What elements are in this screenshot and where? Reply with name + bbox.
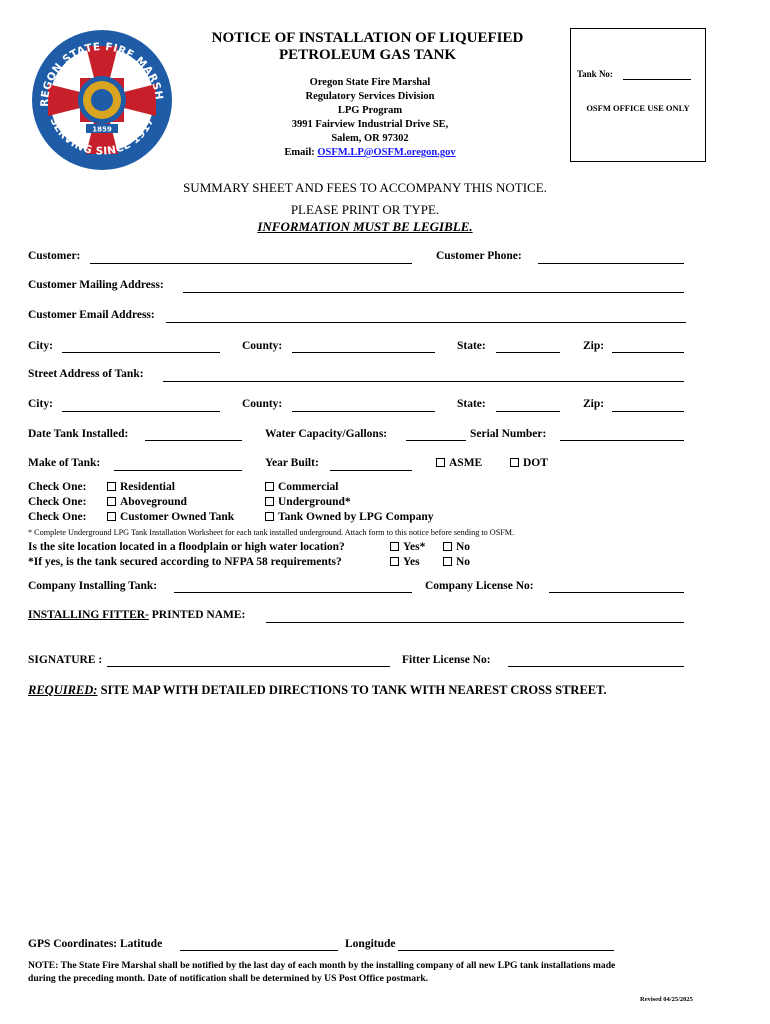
fitter-name-label <box>28 609 245 621</box>
customer-field[interactable] <box>90 263 412 264</box>
check-one-label: Check One: <box>28 511 87 523</box>
residential-checkbox[interactable] <box>107 481 175 493</box>
email-label: Email: <box>284 147 315 158</box>
checkbox-icon <box>265 482 274 491</box>
checkbox-icon <box>390 542 399 551</box>
year-built-field[interactable] <box>330 470 412 471</box>
checkbox-icon <box>443 557 452 566</box>
underground-label: Underground* <box>278 496 351 508</box>
dot-label: DOT <box>523 457 548 469</box>
underground-checkbox[interactable] <box>265 496 351 508</box>
street-address-label: Street Address of Tank: <box>28 368 144 380</box>
checkbox-icon <box>443 542 452 551</box>
mailing-address-label: Customer Mailing Address: <box>28 279 164 291</box>
no-label: No <box>456 556 471 568</box>
fitter-name-field[interactable] <box>266 622 684 623</box>
county-label: County: <box>242 340 283 352</box>
customer-label: Customer: <box>28 250 81 262</box>
tank-county-field[interactable] <box>292 411 435 412</box>
checkbox-icon <box>265 497 274 506</box>
city-field[interactable] <box>62 352 220 353</box>
mailing-address-field[interactable] <box>183 292 684 293</box>
tank-no-field[interactable] <box>623 79 691 80</box>
gps-latitude-label: GPS Coordinates: Latitude <box>28 938 163 950</box>
water-capacity-field[interactable] <box>406 440 466 441</box>
title-line-2: PETROLEUM GAS TANK <box>279 47 456 63</box>
aboveground-checkbox[interactable] <box>107 496 187 508</box>
floodplain-question: Is the site location located in a floodplain or high water location? <box>28 541 345 553</box>
email-address-field[interactable] <box>166 322 686 323</box>
serial-number-field[interactable] <box>560 440 684 441</box>
serial-number-label: Serial Number: <box>470 428 547 440</box>
customer-phone-field[interactable] <box>538 263 684 264</box>
fitter-name-prefix: INSTALLING FITTER- <box>28 609 149 621</box>
agency-city: Salem, OR 97302 <box>331 133 409 144</box>
state-field[interactable] <box>496 352 560 353</box>
site-map-requirement <box>28 683 607 698</box>
company-license-field[interactable] <box>549 592 684 593</box>
tank-state-label: State: <box>457 398 486 410</box>
gps-longitude-label: Longitude <box>345 938 396 950</box>
note-line-1: NOTE: The State Fire Marshal shall be notified by the last day of each month by the installing company of all new LPG tank installations made <box>28 960 616 971</box>
commercial-label: Commercial <box>278 481 339 493</box>
tank-zip-label: Zip: <box>583 398 605 410</box>
office-use-label: OSFM OFFICE USE ONLY <box>586 103 690 113</box>
checkbox-icon <box>107 512 116 521</box>
check-one-label: Check One: <box>28 481 87 493</box>
company-license-label: Company License No: <box>425 580 534 592</box>
customer-phone-label: Customer Phone: <box>436 250 522 262</box>
zip-field[interactable] <box>612 352 684 353</box>
seal-year: 1859 <box>92 125 112 134</box>
checkbox-icon <box>510 458 519 467</box>
osfm-seal-logo <box>28 26 176 174</box>
checkbox-icon <box>436 458 445 467</box>
form-title <box>190 30 545 64</box>
secured-no-checkbox[interactable] <box>443 556 470 568</box>
signature-label: SIGNATURE : <box>28 654 103 666</box>
company-installing-label: Company Installing Tank: <box>28 580 158 592</box>
fitter-license-label: Fitter License No: <box>402 654 491 666</box>
email-link[interactable]: OSFM.LP@OSFM.oregon.gov <box>317 147 456 158</box>
checkbox-icon <box>390 557 399 566</box>
make-field[interactable] <box>114 470 242 471</box>
no-label: No <box>456 541 471 553</box>
agency-name: Oregon State Fire Marshal <box>309 77 431 88</box>
secured-question: *If yes, is the tank secured according to NFPA 58 requirements? <box>28 556 342 568</box>
floodplain-no-checkbox[interactable] <box>443 541 470 553</box>
site-map-text: SITE MAP WITH DETAILED DIRECTIONS TO TANK WITH NEAREST CROSS STREET. <box>97 683 607 697</box>
checkbox-icon <box>107 482 116 491</box>
zip-label: Zip: <box>583 340 605 352</box>
fitter-license-field[interactable] <box>508 666 684 667</box>
check-one-label: Check One: <box>28 496 87 508</box>
commercial-checkbox[interactable] <box>265 481 338 493</box>
printed-name-label: PRINTED NAME: <box>148 609 246 621</box>
tank-no-label: Tank No: <box>577 69 613 79</box>
date-installed-label: Date Tank Installed: <box>28 428 129 440</box>
tank-county-label: County: <box>242 398 283 410</box>
yes-star-label: Yes* <box>403 541 426 553</box>
tank-city-label: City: <box>28 398 53 410</box>
tank-state-field[interactable] <box>496 411 560 412</box>
make-label: Make of Tank: <box>28 457 101 469</box>
tank-city-field[interactable] <box>62 411 220 412</box>
office-use-box <box>570 28 706 162</box>
email-address-label: Customer Email Address: <box>28 309 155 321</box>
lpg-owned-label: Tank Owned by LPG Company <box>278 511 434 523</box>
tank-zip-field[interactable] <box>612 411 684 412</box>
note-line-2: during the preceding month. Date of notification shall be determined by US Post Office postmark. <box>28 973 429 984</box>
notification-note <box>28 959 615 985</box>
signature-field[interactable] <box>107 666 390 667</box>
residential-label: Residential <box>120 481 175 493</box>
customer-owned-label: Customer Owned Tank <box>120 511 235 523</box>
asme-label: ASME <box>449 457 483 469</box>
agency-program: LPG Program <box>337 105 403 116</box>
gps-latitude-field[interactable] <box>180 950 338 951</box>
instruction-line-3: INFORMATION MUST BE LEGIBLE. <box>257 219 473 234</box>
required-label: REQUIRED: <box>28 683 98 697</box>
water-capacity-label: Water Capacity/Gallons: <box>265 428 388 440</box>
secured-yes-checkbox[interactable] <box>390 556 420 568</box>
lpg-owned-checkbox[interactable] <box>265 511 434 523</box>
agency-division: Regulatory Services Division <box>305 91 435 102</box>
customer-owned-checkbox[interactable] <box>107 511 234 523</box>
underground-footnote: * Complete Underground LPG Tank Installation Worksheet for each tank installed underground. Attach form to this notice before sending to OSFM. <box>28 528 515 537</box>
street-address-field[interactable] <box>163 381 684 382</box>
agency-address <box>240 76 500 160</box>
agency-street: 3991 Fairview Industrial Drive SE, <box>291 119 449 130</box>
state-label: State: <box>457 340 486 352</box>
yes-label: Yes <box>403 556 420 568</box>
seal-top-text: REGON STATE FIRE MARSH <box>38 40 165 107</box>
aboveground-label: Aboveground <box>120 496 187 508</box>
checkbox-icon <box>107 497 116 506</box>
date-installed-field[interactable] <box>145 440 242 441</box>
company-installing-field[interactable] <box>174 592 412 593</box>
checkbox-icon <box>265 512 274 521</box>
year-built-label: Year Built: <box>265 457 319 469</box>
instruction-line-1: SUMMARY SHEET AND FEES TO ACCOMPANY THIS NOTICE. <box>183 180 547 195</box>
asme-checkbox[interactable] <box>436 457 482 469</box>
instruction-line-2: PLEASE PRINT OR TYPE. <box>290 202 440 217</box>
seal-bottom-text: SERVING SINCE 1917 <box>47 115 157 158</box>
county-field[interactable] <box>292 352 435 353</box>
revised-date: Revised 04/25/2025 <box>640 996 693 1003</box>
gps-longitude-field[interactable] <box>398 950 614 951</box>
dot-checkbox[interactable] <box>510 457 548 469</box>
title-line-1: NOTICE OF INSTALLATION OF LIQUEFIED <box>211 30 524 46</box>
site-map-area[interactable] <box>28 705 684 930</box>
floodplain-yes-checkbox[interactable] <box>390 541 425 553</box>
city-label: City: <box>28 340 53 352</box>
